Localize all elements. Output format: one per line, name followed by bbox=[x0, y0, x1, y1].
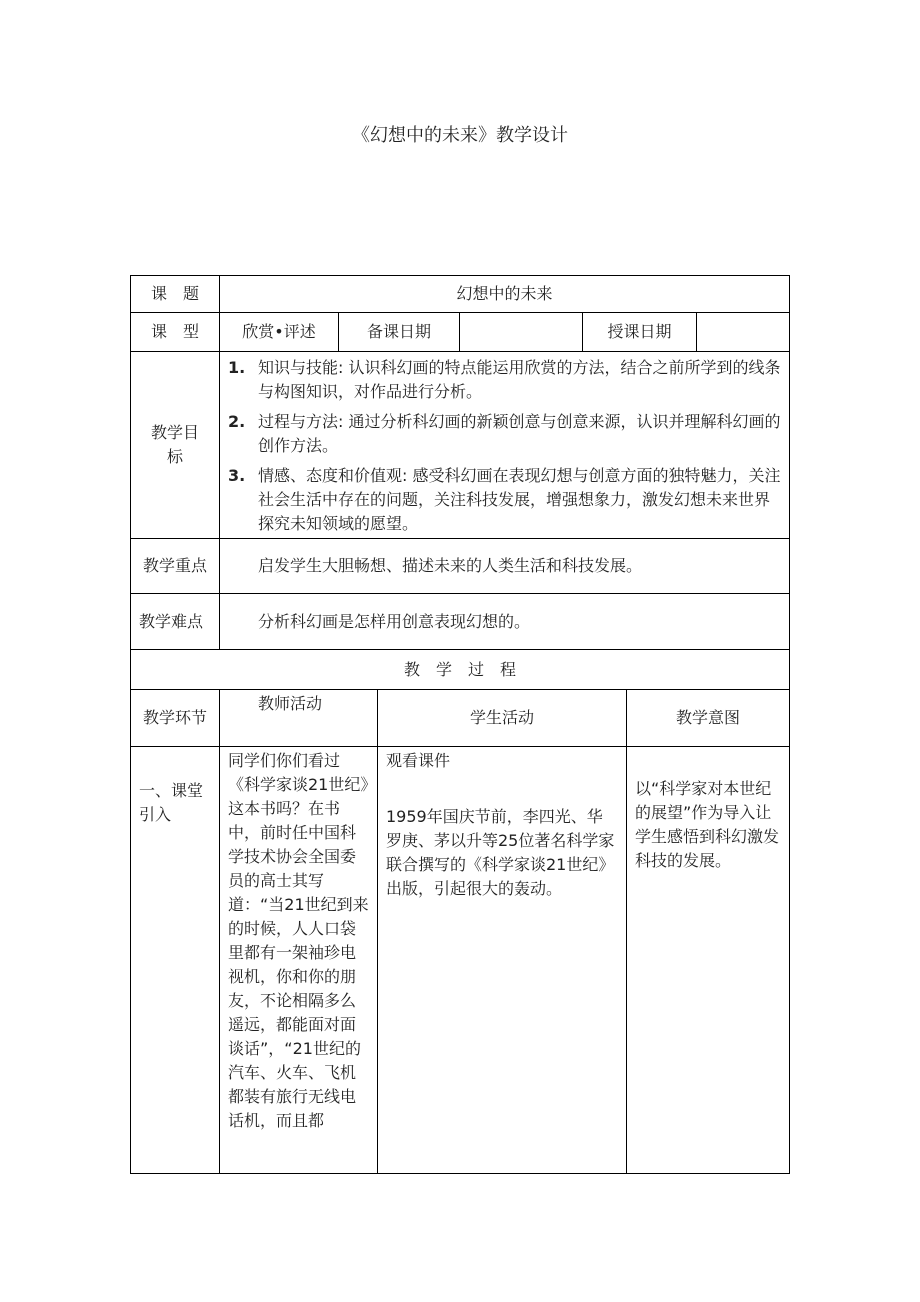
intent-header-cell bbox=[626, 689, 790, 747]
objective-item bbox=[220, 464, 781, 536]
prep-date-value-cell bbox=[459, 312, 583, 352]
objective-number: 1. bbox=[228, 358, 246, 377]
objective-item bbox=[220, 410, 781, 458]
intent-header: 教学意图 bbox=[675, 708, 740, 727]
prep-date-label-cell bbox=[338, 312, 460, 352]
topic-value-cell bbox=[219, 275, 790, 313]
teacher-header: 教师活动 bbox=[258, 694, 323, 713]
teacher-activity-cell bbox=[219, 746, 378, 1174]
type-label-cell bbox=[130, 312, 220, 352]
difficulty-label: 教学难点 bbox=[139, 611, 204, 631]
difficulty-value-cell bbox=[219, 593, 790, 650]
student-header: 学生活动 bbox=[469, 708, 534, 727]
teach-date-label: 授课日期 bbox=[607, 322, 672, 341]
key-point-label-cell bbox=[130, 538, 220, 594]
prep-date-label: 备课日期 bbox=[366, 322, 431, 341]
objectives-label-cell bbox=[130, 351, 220, 539]
difficulty-label-cell bbox=[130, 593, 220, 650]
objectives-label: 教学目标 bbox=[150, 423, 199, 466]
stage-header-cell bbox=[130, 689, 220, 747]
student-header-cell bbox=[377, 689, 627, 747]
teach-date-label-cell bbox=[582, 312, 697, 352]
objective-text: 情感、态度和价值观: 感受科幻画在表现幻想与创意方面的独特魅力，关注社会生活中存在的问题，关注科技发展，增强想象力，激发幻想未来世界探究未知领域的愿望。 bbox=[258, 466, 781, 533]
topic-label: 课 题 bbox=[150, 284, 199, 303]
teacher-activity: 同学们你们看过《科学家谈21世纪》这本书吗？在书中，前时任中国科学技术协会全国委员的高士其写道：“当21世纪到来的时候，人人口袋里都有一架袖珍电视机，你和你的朋友，不论相隔多么遥远，都能面对面谈话”，“21世纪的汽车、火车、飞机都装有旅行无线电话机，而且都 bbox=[228, 751, 369, 1130]
student-activity-line2: 1959年国庆节前，李四光、华罗庚、茅以升等25位著名科学家联合撰写的《科学家谈21世纪》出版，引起很大的轰动。 bbox=[386, 807, 615, 898]
objectives-cell bbox=[219, 351, 790, 539]
key-point-value-cell bbox=[219, 538, 790, 594]
document-title: 《幻想中的未来》教学设计 bbox=[352, 125, 568, 146]
type-value-cell bbox=[219, 312, 339, 352]
teacher-header-cell bbox=[219, 689, 378, 747]
intent-cell bbox=[626, 746, 790, 1174]
objective-number: 2. bbox=[228, 412, 246, 431]
stage-cell bbox=[130, 746, 220, 1174]
objective-text: 知识与技能: 认识科幻画的特点能运用欣赏的方法，结合之前所学到的线条与构图知识，对作品进行分析。 bbox=[258, 358, 781, 401]
key-point-label: 教学重点 bbox=[143, 556, 208, 575]
teach-date-value-cell bbox=[696, 312, 790, 352]
intent-value: 以“科学家对本世纪的展望”作为导入让学生感悟到科幻激发科技的发展。 bbox=[635, 779, 780, 870]
objective-item bbox=[220, 356, 781, 404]
student-activity-line1: 观看课件 bbox=[386, 751, 451, 770]
process-header: 教 学 过 程 bbox=[403, 659, 516, 679]
objective-text: 过程与方法: 通过分析科幻画的新颖创意与创意来源，认识并理解科幻画的创作方法。 bbox=[258, 412, 781, 455]
type-label: 课 型 bbox=[150, 322, 199, 341]
topic-value: 幻想中的未来 bbox=[456, 284, 553, 303]
stage-header: 教学环节 bbox=[143, 708, 208, 727]
objective-number: 3. bbox=[228, 466, 246, 485]
key-point-value: 启发学生大胆畅想、描述未来的人类生活和科技发展。 bbox=[258, 556, 643, 575]
type-value: 欣赏•评述 bbox=[242, 322, 316, 341]
student-activity-cell bbox=[377, 746, 627, 1174]
process-header-cell bbox=[130, 649, 790, 690]
topic-label-cell bbox=[130, 275, 220, 313]
stage-value: 一、课堂引入 bbox=[139, 781, 204, 824]
difficulty-value: 分析科幻画是怎样用创意表现幻想的。 bbox=[258, 611, 531, 631]
